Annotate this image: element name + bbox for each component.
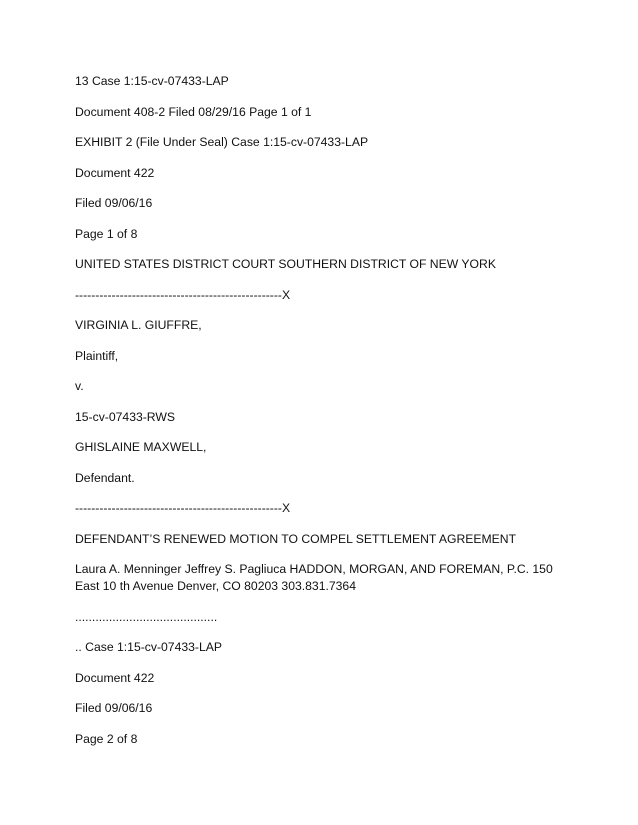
header-document-filed-line: Document 408-2 Filed 08/29/16 Page 1 of 1 bbox=[75, 104, 312, 119]
filed-date: Filed 09/06/16 bbox=[75, 196, 153, 210]
page2-page-number: Page 2 of 8 bbox=[75, 731, 138, 746]
document-number: Document 422 bbox=[75, 165, 155, 180]
defendant-name: GHISLAINE MAXWELL, bbox=[75, 440, 207, 454]
versus-label: v. bbox=[75, 379, 84, 393]
page-number: Page 1 of 8 bbox=[75, 226, 138, 241]
dotted-separator: .......................................... bbox=[75, 609, 218, 624]
defendant-label: Defendant. bbox=[75, 470, 135, 485]
plaintiff-label: Plaintiff, bbox=[75, 348, 119, 363]
document-body bbox=[75, 73, 565, 761]
page2-case-line: .. Case 1:15-cv-07433-LAP bbox=[75, 640, 223, 654]
page2-document-number: Document 422 bbox=[75, 670, 155, 685]
plaintiff-name: VIRGINIA L. GIUFFRE, bbox=[75, 318, 202, 332]
motion-title: DEFENDANT’S RENEWED MOTION TO COMPEL SETTLEMENT AGREEMENT bbox=[75, 531, 517, 546]
attorney-block: Laura A. Menninger Jeffrey S. Pagliuca HADDON, MORGAN, AND FOREMAN, P.C. 150 East 10 th Avenue Denver, CO 80203 303.831.7364 bbox=[75, 562, 553, 593]
exhibit-label-line: EXHIBIT 2 (File Under Seal) Case 1:15-cv-07433-LAP bbox=[75, 135, 369, 149]
header-case-line: 13 Case 1:15-cv-07433-LAP bbox=[75, 74, 229, 88]
court-name: UNITED STATES DISTRICT COURT SOUTHERN DISTRICT OF NEW YORK bbox=[75, 257, 496, 271]
caption-divider-top: ---------------------------------------------------X bbox=[75, 287, 291, 302]
case-number: 15-cv-07433-RWS bbox=[75, 409, 176, 424]
page2-filed-date: Filed 09/06/16 bbox=[75, 701, 153, 715]
caption-divider-bottom: ---------------------------------------------------X bbox=[75, 501, 291, 515]
